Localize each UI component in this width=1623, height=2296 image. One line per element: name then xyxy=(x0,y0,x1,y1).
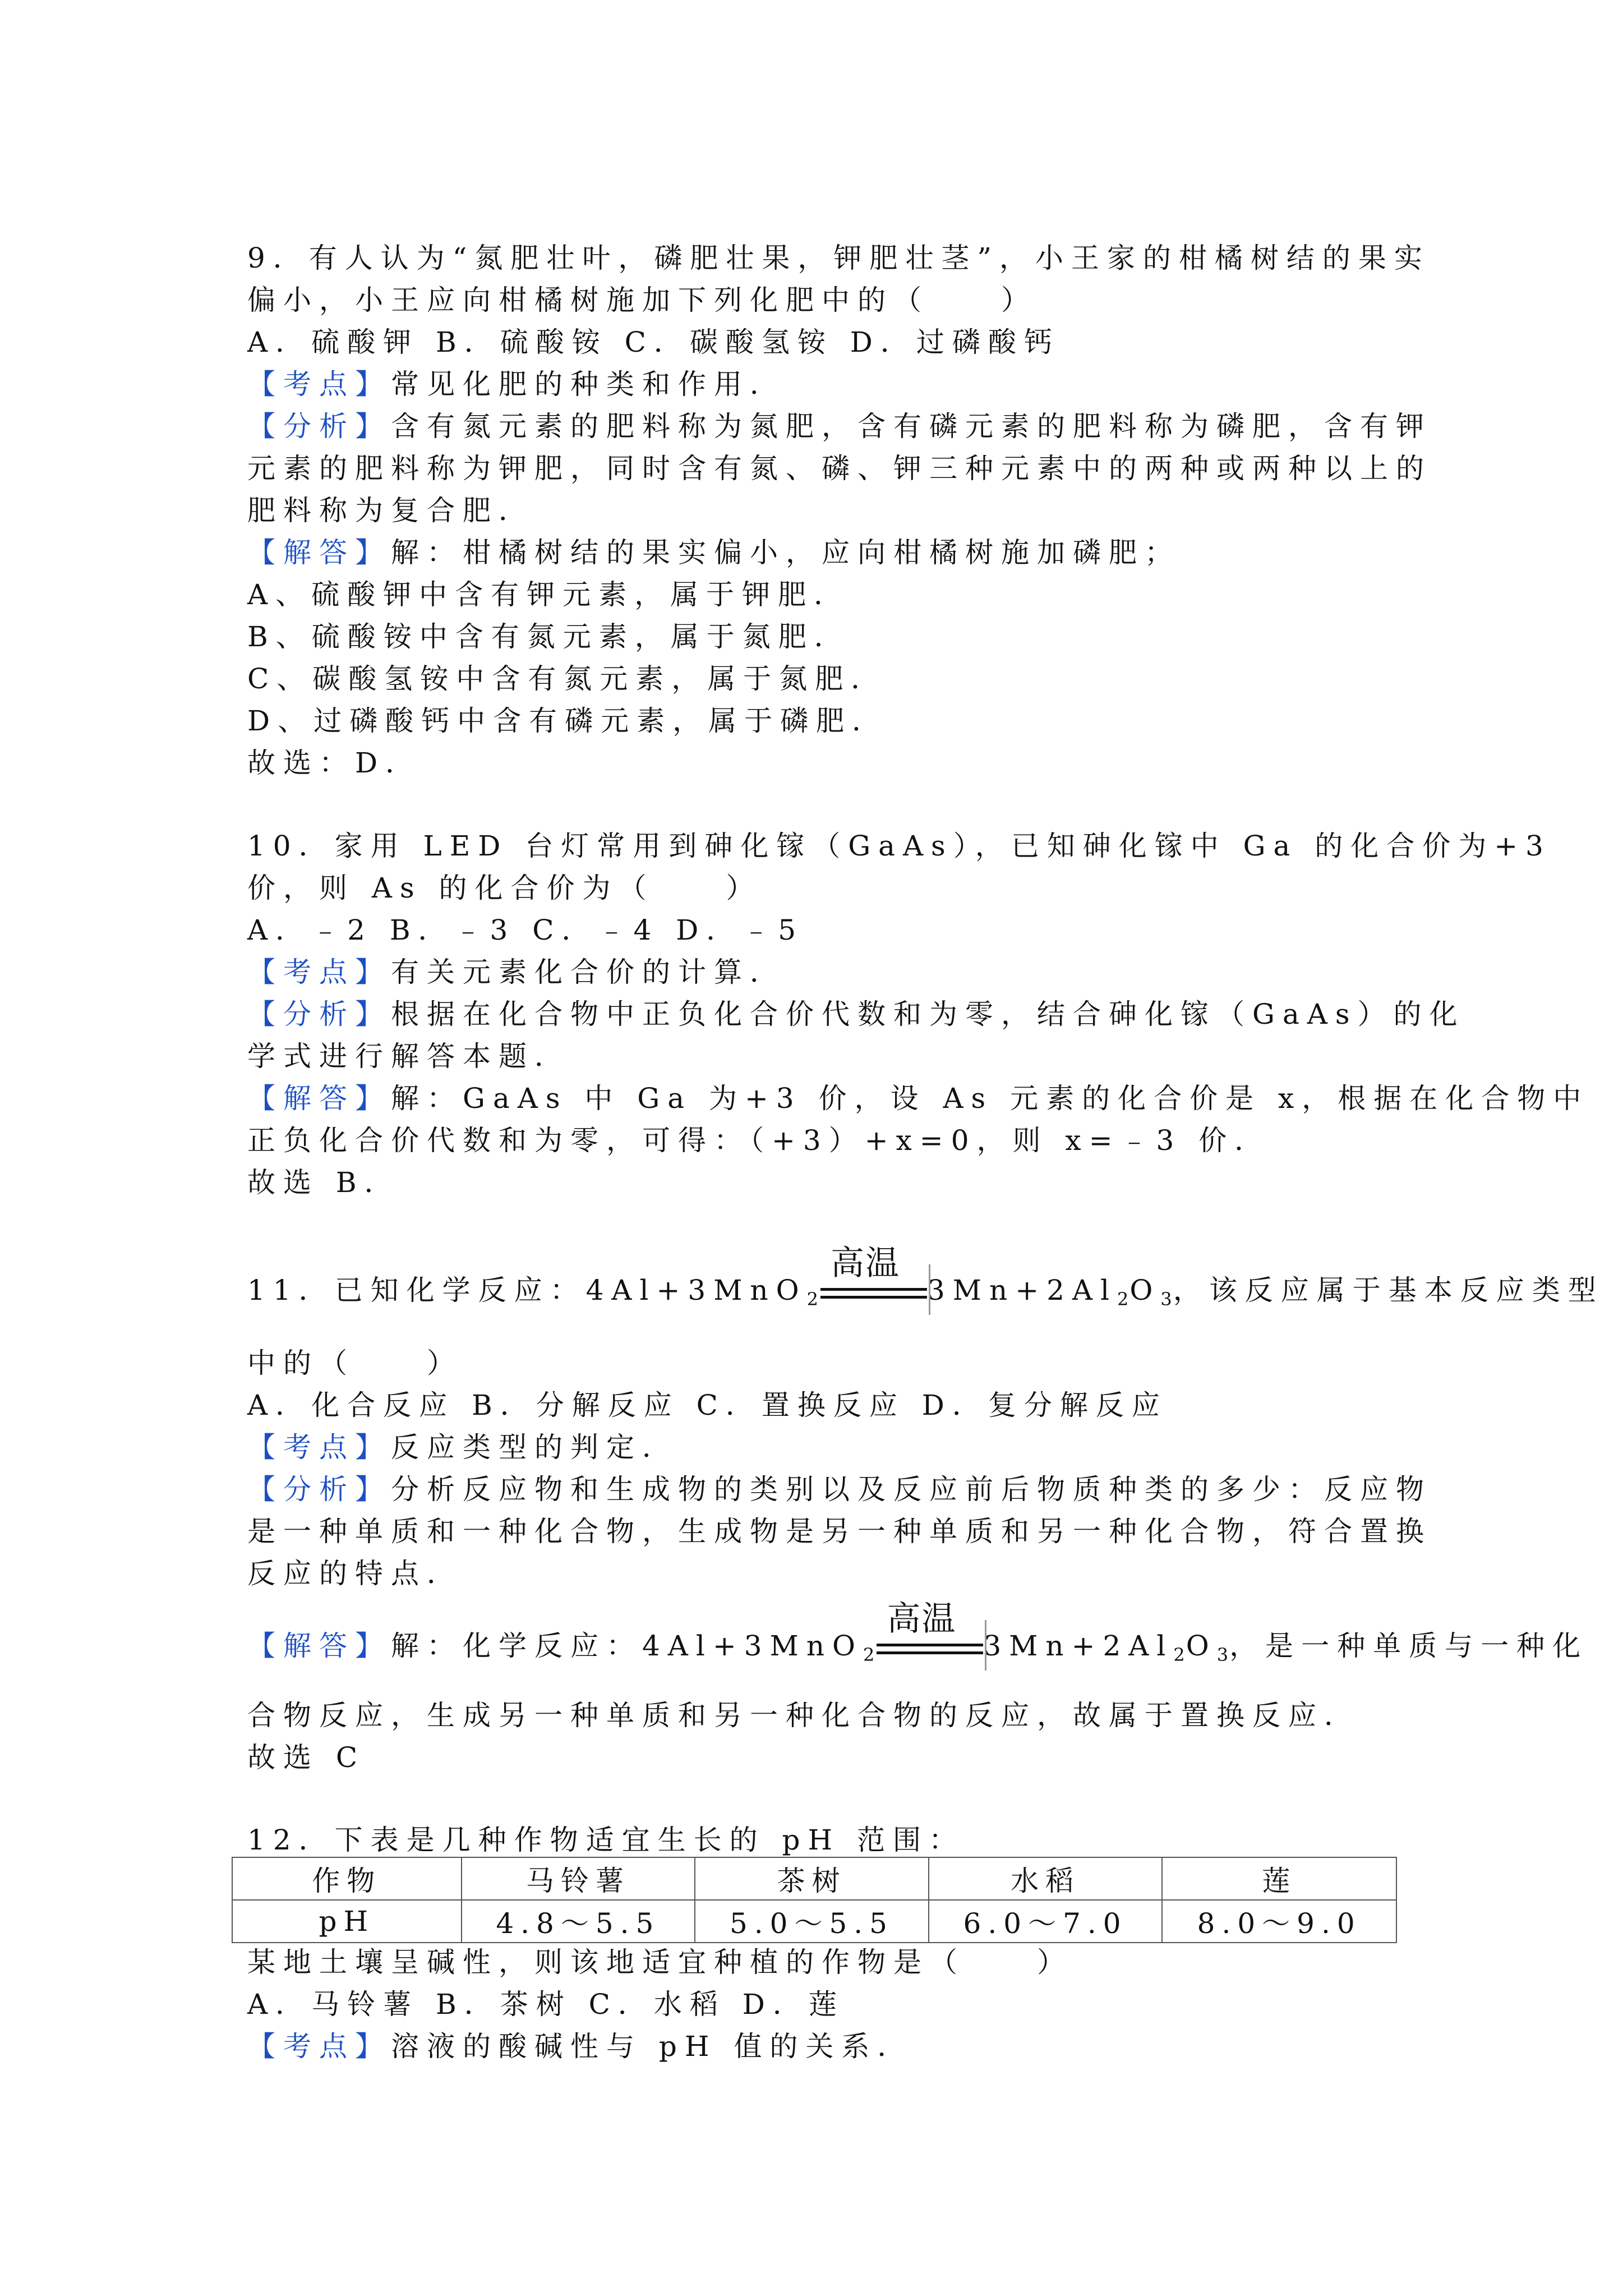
q11-jieda-pre: 解：化学反应：4Al+3MnO xyxy=(391,1630,864,1662)
table-header-cell: 马铃薯 xyxy=(462,1857,695,1900)
table-cell: 5.0～5.5 xyxy=(695,1900,929,1943)
equal-bar xyxy=(820,1288,927,1291)
q9-kaodian-text: 常见化肥的种类和作用． xyxy=(391,368,786,401)
q10-fenxi xyxy=(247,997,1465,1031)
q9-jieda-c: C、碳酸氢铵中含有氮元素，属于氮肥． xyxy=(247,662,887,695)
q11-stem-post: ，该反应属于基本反应类型 xyxy=(1173,1274,1604,1306)
q11-stem-mid: 3Mn+2Al xyxy=(927,1274,1118,1306)
reaction-condition-arrow xyxy=(820,1244,927,1309)
q9-fenxi-line-3: 肥料称为复合肥． xyxy=(247,494,534,527)
q11-fenxi-line-2: 是一种单质和一种化合物，生成物是另一种单质和另一种化合物，符合置换 xyxy=(247,1515,1432,1548)
formula-letter-o: O xyxy=(1129,1274,1161,1306)
q10-fenxi-line-2: 学式进行解答本题． xyxy=(247,1040,570,1073)
table-header-cell: 水稻 xyxy=(929,1857,1163,1900)
q10-options: A．﹣2 B．﹣3 C．﹣4 D．﹣5 xyxy=(247,914,804,946)
q11-fenxi-line-3: 反应的特点． xyxy=(247,1557,463,1590)
fenxi-tag: 【分析】 xyxy=(247,1473,391,1506)
subscript: 2 xyxy=(1173,1644,1186,1665)
jieda-tag: 【解答】 xyxy=(247,536,391,569)
q12-kaodian xyxy=(247,2030,913,2063)
q9-stem-line-1: 9．有人认为“氮肥壮叶，磷肥壮果，钾肥壮茎”，小王家的柑橘树结的果实 xyxy=(247,242,1430,274)
kaodian-tag: 【考点】 xyxy=(247,2030,391,2063)
q10-kaodian xyxy=(247,955,786,989)
q11-stem-line-2: 中的（ ） xyxy=(247,1347,463,1379)
q12-stem: 12．下表是几种作物适宜生长的 pH 范围： xyxy=(247,1824,965,1856)
q9-stem-line-2: 偏小，小王应向柑橘树施加下列化肥中的（ ） xyxy=(247,284,1037,316)
kaodian-tag: 【考点】 xyxy=(247,1431,391,1464)
q9-fenxi-line-2: 元素的肥料称为钾肥，同时含有氮、磷、钾三种元素中的两种或两种以上的 xyxy=(247,452,1432,485)
q10-jieda xyxy=(247,1082,1589,1115)
q10-kaodian-text: 有关元素化合价的计算． xyxy=(391,956,786,988)
q11-kaodian xyxy=(247,1430,678,1464)
kaodian-tag: 【考点】 xyxy=(247,368,391,401)
q9-jieda-d: D、过磷酸钙中含有磷元素，属于磷肥． xyxy=(247,705,888,737)
ph-range-table xyxy=(232,1857,1397,1943)
q9-answer: 故选：D． xyxy=(247,747,422,779)
q10-stem-line-1: 10．家用 LED 台灯常用到砷化镓（GaAs），已知砷化镓中 Ga 的化合价为+3 xyxy=(247,830,1551,862)
table-header-cell: 作物 xyxy=(232,1857,462,1900)
subscript: 3 xyxy=(1216,1644,1230,1665)
q11-options: A．化合反应 B．分解反应 C．置换反应 D．复分解反应 xyxy=(247,1389,1168,1421)
equal-bar xyxy=(820,1296,927,1299)
q11-jieda-line-2: 合物反应，生成另一种单质和另一种化合物的反应，故属于置换反应． xyxy=(247,1699,1360,1732)
q12-options: A．马铃薯 B．茶树 C．水稻 D．莲 xyxy=(247,1988,845,2021)
q9-jieda-b: B、硫酸铵中含有氮元素，属于氮肥． xyxy=(247,620,850,653)
table-cell: pH xyxy=(232,1900,462,1943)
divider xyxy=(985,1620,986,1671)
q12-after-table: 某地土壤呈碱性，则该地适宜种植的作物是（ ） xyxy=(247,1946,1073,1978)
subscript: 2 xyxy=(1117,1289,1130,1310)
equal-bar xyxy=(877,1651,983,1654)
reaction-condition-arrow xyxy=(877,1599,983,1665)
table-header-row xyxy=(232,1857,1396,1900)
q11-jieda-mid: 3Mn+2Al xyxy=(983,1630,1174,1662)
q9-kaodian xyxy=(247,367,786,401)
subscript: 2 xyxy=(806,1289,819,1310)
kaodian-tag: 【考点】 xyxy=(247,956,391,988)
formula-letter-o: O xyxy=(1186,1630,1217,1662)
q10-stem-line-2: 价，则 As 的化合价为（ ） xyxy=(247,872,762,904)
q9-jieda xyxy=(247,536,1181,569)
q10-fenxi-text-1: 根据在化合物中正负化合价代数和为零，结合砷化镓（GaAs）的化 xyxy=(391,998,1465,1030)
q12-kaodian-text: 溶液的酸碱性与 pH 值的关系． xyxy=(391,2030,914,2063)
q9-fenxi-text-1: 含有氮元素的肥料称为氮肥，含有磷元素的肥料称为磷肥，含有钾 xyxy=(391,410,1432,443)
reaction-condition-label: 高温 xyxy=(831,1244,900,1283)
q11-stem-pre: 11．已知化学反应：4Al+3MnO xyxy=(247,1274,807,1306)
q11-fenxi-text-1: 分析反应物和生成物的类别以及反应前后物质种类的多少：反应物 xyxy=(391,1473,1432,1506)
q9-jieda-text: 解：柑橘树结的果实偏小，应向柑橘树施加磷肥； xyxy=(391,536,1181,569)
q11-stem-line-1 xyxy=(247,1244,1604,1316)
table-cell: 8.0～9.0 xyxy=(1162,1900,1396,1943)
q10-jieda-line-2: 正负化合价代数和为零，可得：（+3）+x=0，则 x=﹣3 价． xyxy=(247,1124,1271,1157)
table-cell: 6.0～7.0 xyxy=(929,1900,1163,1943)
q9-fenxi xyxy=(247,409,1432,443)
q10-answer: 故选 B． xyxy=(247,1166,400,1199)
q10-jieda-text-1: 解：GaAs 中 Ga 为+3 价，设 As 元素的化合价是 x，根据在化合物中 xyxy=(391,1082,1589,1115)
q11-fenxi xyxy=(247,1473,1432,1506)
divider xyxy=(929,1264,930,1315)
table-header-cell: 茶树 xyxy=(695,1857,929,1900)
q11-jieda xyxy=(247,1599,1589,1672)
q11-answer: 故选 C xyxy=(247,1741,366,1774)
jieda-tag: 【解答】 xyxy=(247,1082,391,1115)
table-header-cell: 莲 xyxy=(1162,1857,1396,1900)
fenxi-tag: 【分析】 xyxy=(247,410,391,443)
q11-jieda-post: ，是一种单质与一种化 xyxy=(1229,1630,1589,1662)
subscript: 2 xyxy=(863,1644,876,1665)
table-cell: 4.8～5.5 xyxy=(462,1900,695,1943)
table-row xyxy=(232,1900,1396,1943)
reaction-condition-label: 高温 xyxy=(887,1599,957,1639)
q11-kaodian-text: 反应类型的判定． xyxy=(391,1431,678,1464)
subscript: 3 xyxy=(1160,1289,1173,1310)
fenxi-tag: 【分析】 xyxy=(247,998,391,1030)
jieda-tag: 【解答】 xyxy=(247,1630,391,1662)
equal-bar xyxy=(877,1644,983,1646)
q9-options: A．硫酸钾 B．硫酸铵 C．碳酸氢铵 D．过磷酸钙 xyxy=(247,326,1060,358)
q9-jieda-a: A、硫酸钾中含有钾元素，属于钾肥． xyxy=(247,578,850,611)
